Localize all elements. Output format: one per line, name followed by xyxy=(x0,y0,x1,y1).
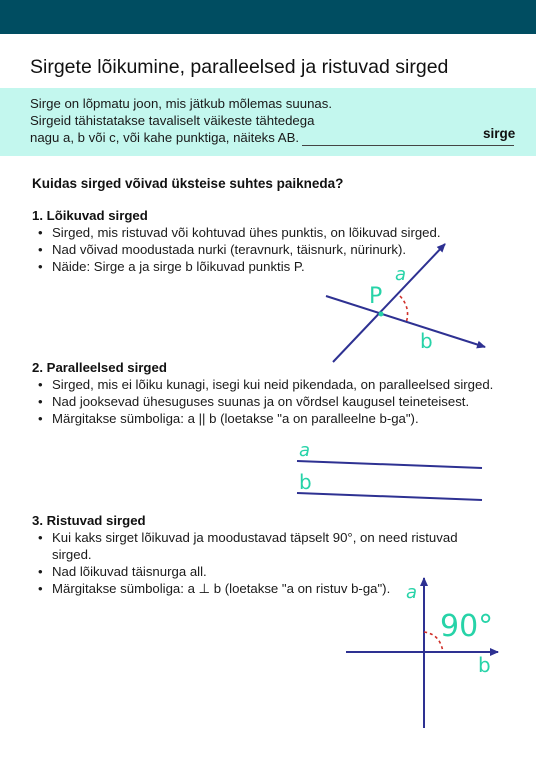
list-item: • Nad lõikuvad täisnurga all. xyxy=(30,563,470,580)
heading-intersecting: 1. Lõikuvad sirged xyxy=(32,208,148,223)
angle-label: 90° xyxy=(440,609,494,644)
heading-perpendicular: 3. Ristuvad sirged xyxy=(32,513,146,528)
line-b xyxy=(326,296,485,347)
list-item: • Näide: Sirge a ja sirge b lõikuvad punktis P. xyxy=(30,258,470,275)
list-item: • Nad võivad moodustada nurki (teravnurk, täisnurk, nürinurk). xyxy=(30,241,470,258)
list-item: • Kui kaks sirget lõikuvad ja moodustavad täpselt 90°, on need ristuvad sirged. xyxy=(30,529,470,563)
list-item: • Märgitakse sümboliga: a ⊥ b (loetakse "a on ristuv b-ga"). xyxy=(30,580,470,597)
line-b-label: b xyxy=(299,470,312,494)
heading-parallel: 2. Paralleelsed sirged xyxy=(32,360,167,375)
section-question: Kuidas sirged võivad üksteise suhtes paikneda? xyxy=(32,176,344,191)
page-title: Sirgete lõikumine, paralleelsed ja ristuvad sirged xyxy=(30,56,449,78)
point-p xyxy=(379,312,384,317)
line-b xyxy=(297,493,482,500)
line-b-label: b xyxy=(478,653,491,677)
list-item: • Sirged, mis ei lõiku kunagi, isegi kui neid pikendada, on paralleelsed sirged. xyxy=(30,376,510,393)
line-a-label: a xyxy=(406,582,418,603)
definition-line-2: Sirgeid tähistatakse tavaliselt väikeste tähtedega xyxy=(30,113,315,128)
line-a xyxy=(297,461,482,468)
perpendicular-lines-figure xyxy=(346,578,498,728)
intersecting-lines-figure xyxy=(326,244,485,362)
list-item: • Märgitakse sümboliga: a || b (loetakse "a on paralleelne b-ga"). xyxy=(30,410,510,427)
line-a-label: a xyxy=(395,264,407,285)
angle-mark xyxy=(400,296,408,323)
definition-term: sirge xyxy=(483,126,516,141)
line-a-label: a xyxy=(299,440,311,461)
list-item: • Sirged, mis ristuvad või kohtuvad ühes punktis, on lõikuvad sirged. xyxy=(30,224,470,241)
parallel-lines-figure xyxy=(297,440,482,500)
line-b-label: b xyxy=(420,329,433,353)
definition-line-1: Sirge on lõpmatu joon, mis jätkub mõlemas suunas. xyxy=(30,96,332,111)
point-p-label: P xyxy=(369,284,383,309)
definition-line-3: nagu a, b või c, või kahe punktiga, näiteks AB. xyxy=(30,130,300,145)
list-item: • Nad jooksevad ühesuguses suunas ja on võrdsel kaugusel teineteisest. xyxy=(30,393,510,410)
